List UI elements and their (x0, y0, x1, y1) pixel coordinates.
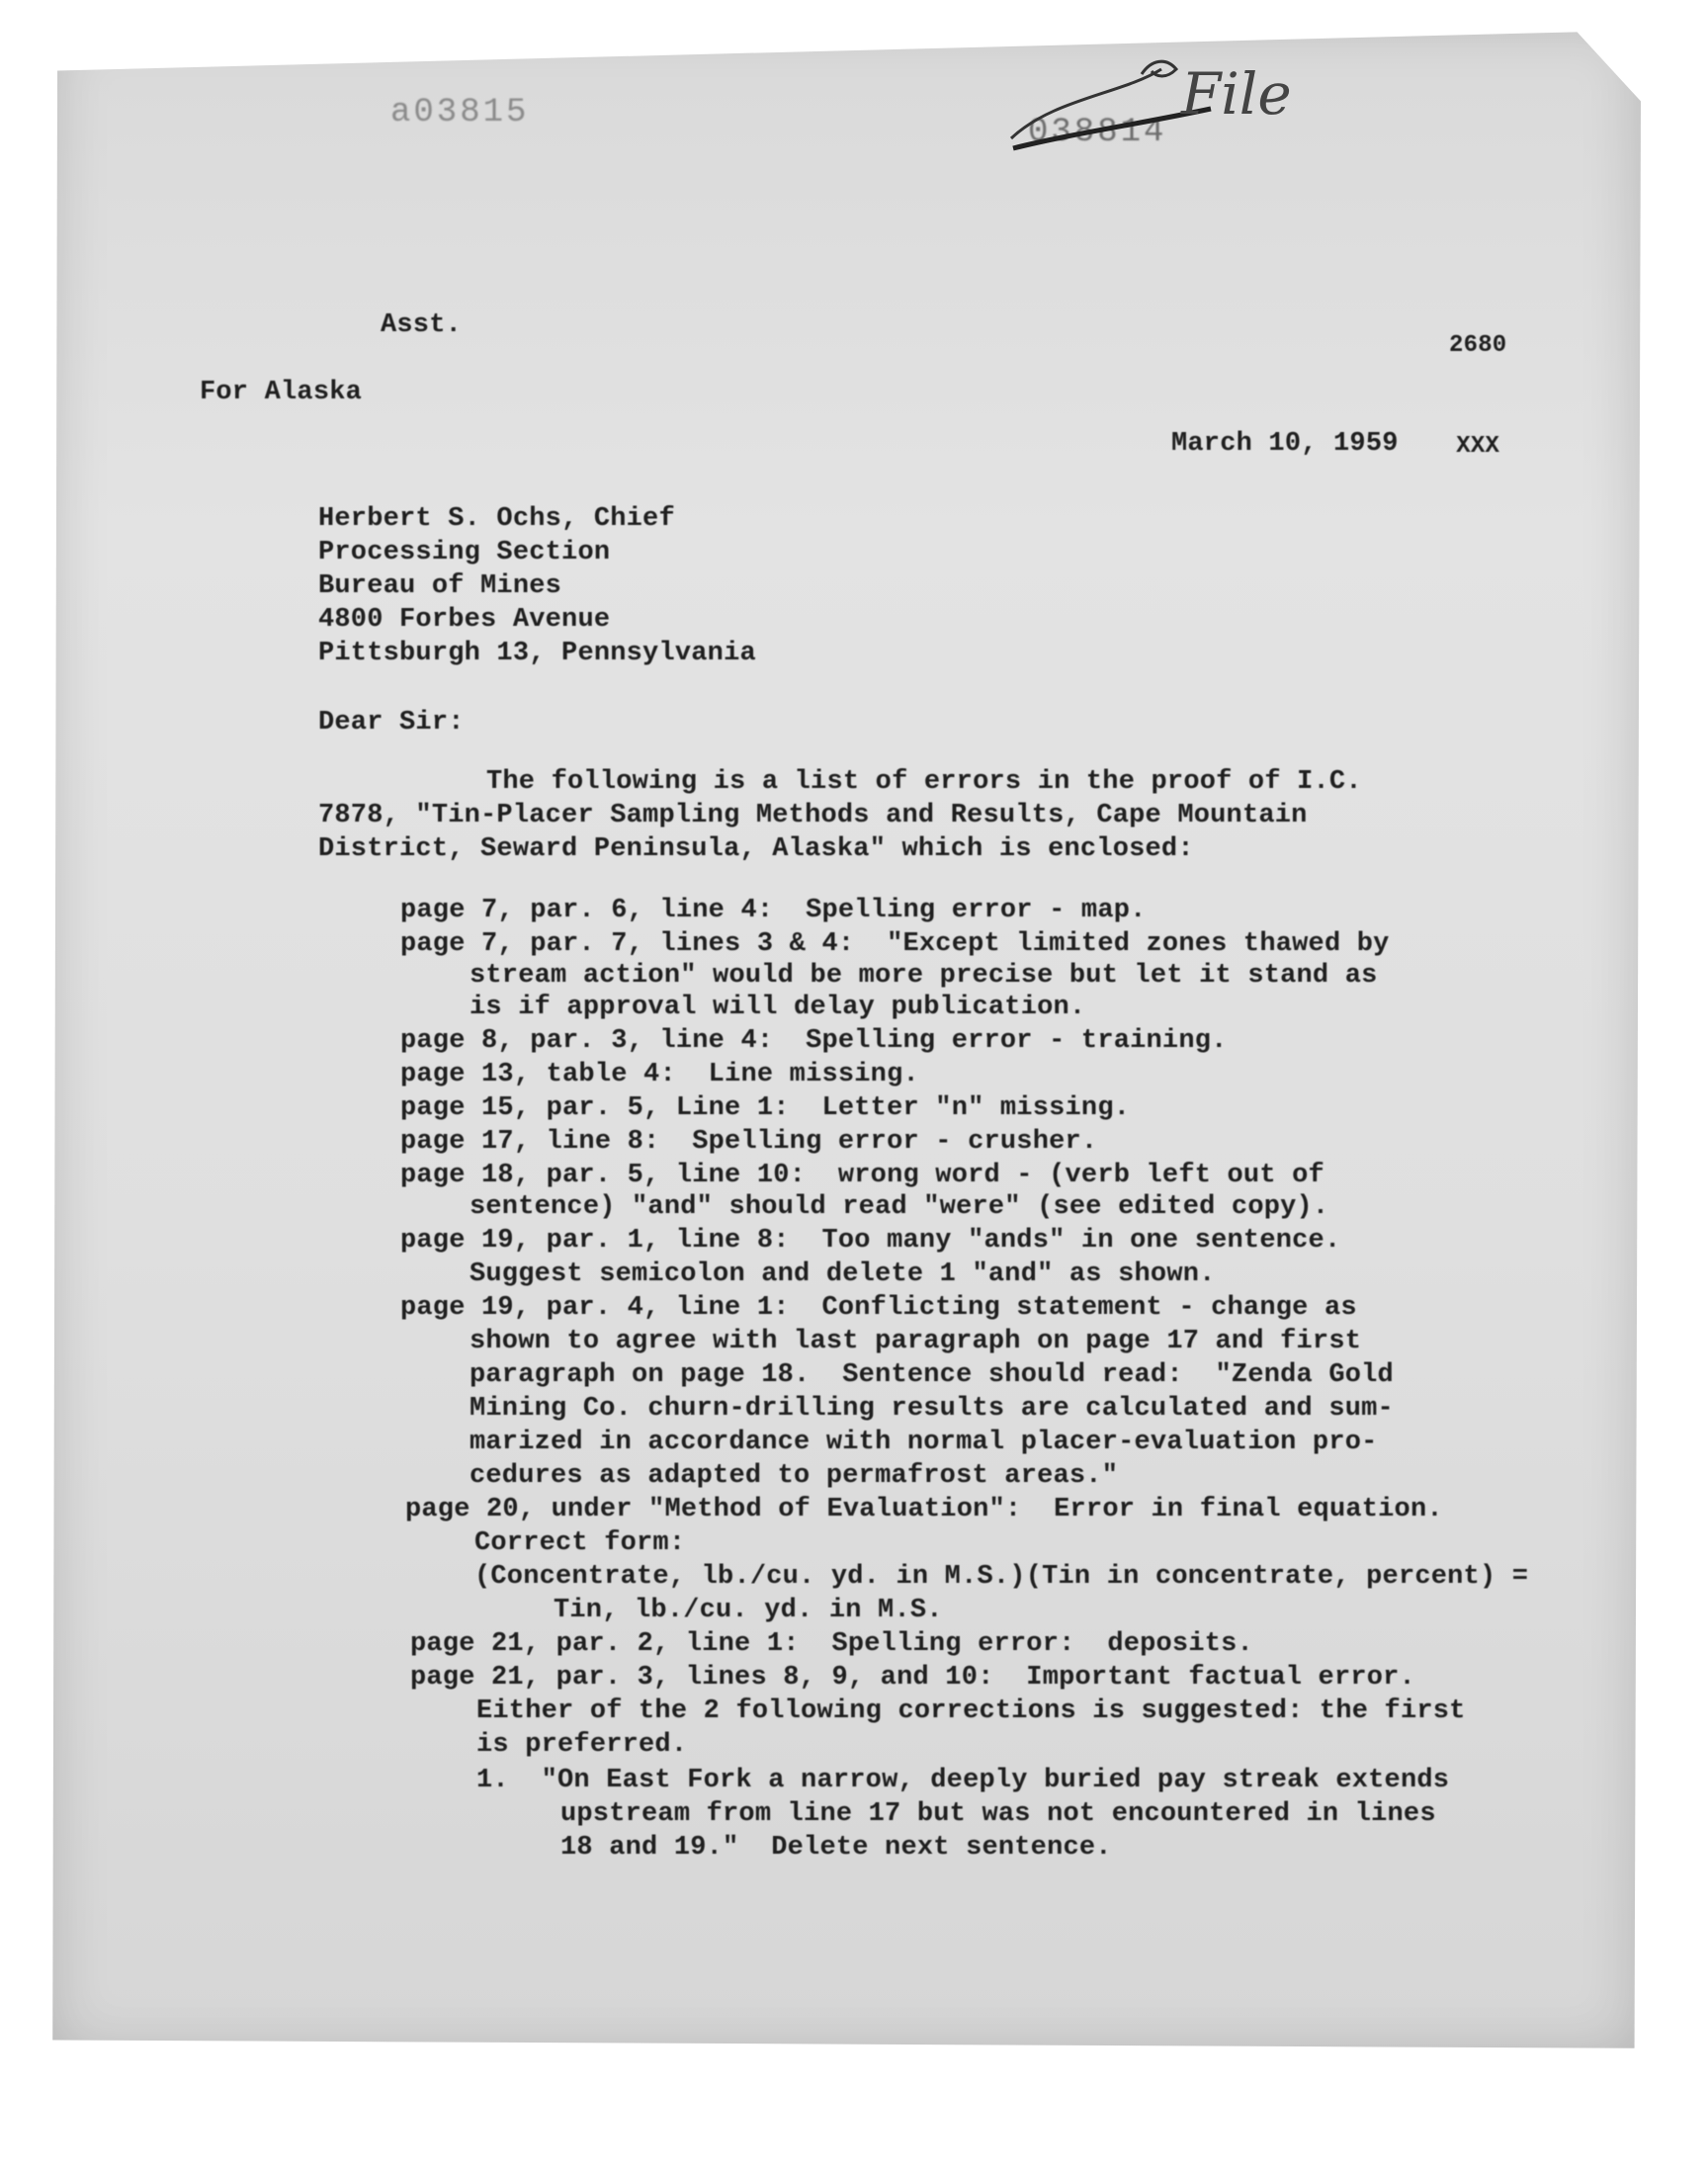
address-line: 4800 Forbes Avenue (318, 605, 611, 635)
error-line: page 7, par. 6, line 4: Spelling error - map. (400, 896, 1147, 925)
asst-label: Asst. (381, 310, 463, 340)
error-line: page 21, par. 3, lines 8, 9, and 10: Important factual error. (410, 1663, 1415, 1693)
stamp-number-right: 038814 (1028, 114, 1167, 151)
error-line: 18 and 19." Delete next sentence. (560, 1833, 1112, 1863)
error-line: Mining Co. churn-drilling results are calculated and sum- (470, 1394, 1394, 1424)
error-line: Correct form: (474, 1528, 686, 1558)
file-code-sub: XXX (1456, 433, 1500, 460)
error-line: page 7, par. 7, lines 3 & 4: "Except limited zones thawed by (400, 929, 1390, 959)
error-line: page 19, par. 4, line 1: Conflicting statement - change as (400, 1293, 1357, 1323)
address-line: Bureau of Mines (318, 571, 562, 601)
error-line: page 18, par. 5, line 10: wrong word - (verb left out of (400, 1161, 1324, 1190)
error-line: cedures as adapted to permafrost areas." (470, 1461, 1119, 1491)
error-line: page 8, par. 3, line 4: Spelling error - training. (400, 1026, 1228, 1056)
address-line: Processing Section (318, 538, 611, 567)
error-line: sentence) "and" should read "were" (see edited copy). (470, 1192, 1329, 1222)
intro-line: District, Seward Peninsula, Alaska" which is enclosed: (318, 834, 1194, 864)
intro-line: The following is a list of errors in the proof of I.C. (486, 767, 1362, 797)
error-line: shown to agree with last paragraph on page 17 and first (470, 1327, 1362, 1356)
error-line: stream action" would be more precise but let it stand as (470, 961, 1378, 991)
error-line: is if approval will delay publication. (470, 993, 1086, 1022)
error-line: page 21, par. 2, line 1: Spelling error: deposits. (410, 1629, 1253, 1659)
intro-line: 7878, "Tin-Placer Sampling Methods and Results, Cape Mountain (318, 801, 1308, 830)
error-line: (Concentrate, lb./cu. yd. in M.S.)(Tin in concentrate, percent) = (474, 1562, 1529, 1592)
stamp-number-left: a03815 (390, 94, 530, 131)
error-line: Either of the 2 following corrections is suggested: the first (476, 1696, 1466, 1726)
error-line: upstream from line 17 but was not encountered in lines (560, 1799, 1436, 1829)
error-line: page 19, par. 1, line 8: Too many "ands" in one sentence. (400, 1226, 1341, 1256)
salutation: Dear Sir: (318, 708, 465, 738)
error-line: page 13, table 4: Line missing. (400, 1060, 919, 1089)
file-code-number: 2680 (1449, 332, 1507, 359)
letter-date: March 10, 1959 (1171, 429, 1399, 459)
error-line: paragraph on page 18. Sentence should read: "Zenda Gold (470, 1360, 1394, 1390)
error-line: page 20, under "Method of Evaluation": Error in final equation. (405, 1495, 1443, 1524)
error-line: is preferred. (476, 1730, 688, 1760)
error-line: 1. "On East Fork a narrow, deeply buried pay streak extends (476, 1766, 1450, 1795)
error-line: page 17, line 8: Spelling error - crusher. (400, 1127, 1098, 1157)
address-line: Herbert S. Ochs, Chief (318, 504, 675, 534)
svg-text:File: File (1181, 60, 1292, 128)
error-line: Suggest semicolon and delete 1 "and" as shown. (470, 1260, 1216, 1289)
for-alaska-label: For Alaska (200, 378, 363, 407)
error-line: page 15, par. 5, Line 1: Letter "n" missing. (400, 1093, 1131, 1123)
address-line: Pittsburgh 13, Pennsylvania (318, 639, 756, 668)
file-code (1449, 262, 1506, 497)
handwritten-file-note (993, 40, 1369, 178)
error-line: Tin, lb./cu. yd. in M.S. (554, 1596, 943, 1625)
error-line: marized in accordance with normal placer-evaluation pro- (470, 1428, 1378, 1457)
